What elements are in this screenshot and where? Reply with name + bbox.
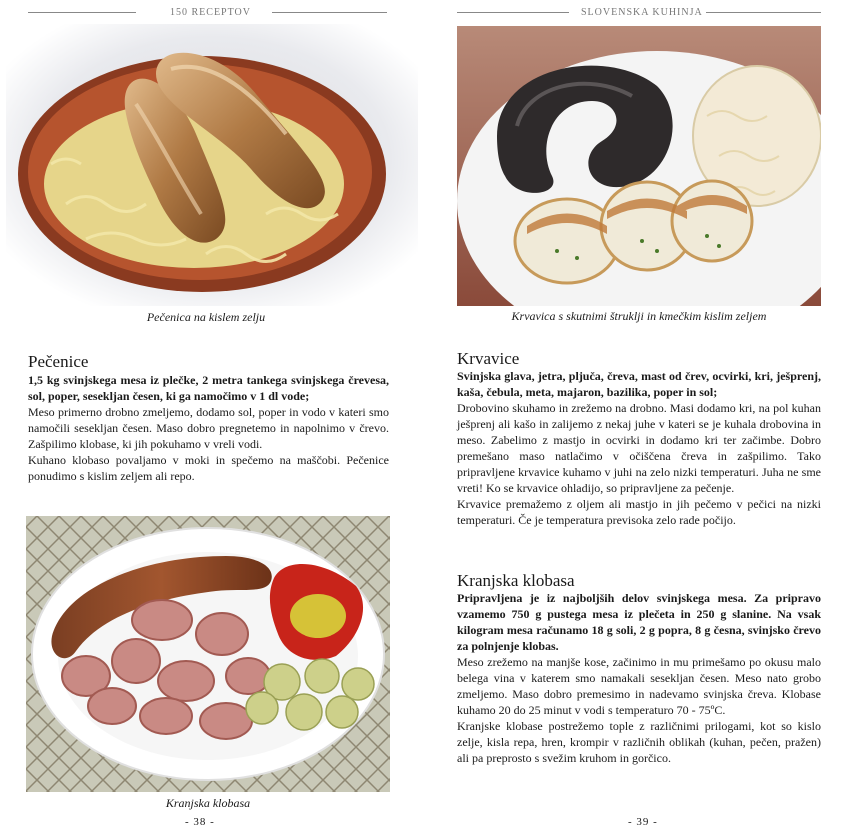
photo-krvavica [457, 26, 821, 306]
recipe-title-krvavice: Krvavice [457, 349, 520, 368]
caption-krvavica: Krvavica s skutnimi štruklji in kmečkim kislim zeljem [511, 309, 767, 323]
running-head: SLOVENSKA KUHINJA [581, 7, 703, 18]
photo-pecenica [6, 24, 418, 306]
recipe-method-krvavice [457, 400, 821, 528]
header-rule-right [706, 12, 821, 13]
header-rule-left [457, 12, 569, 13]
right-page [423, 0, 846, 830]
method-paragraph: Krvavice premažemo z oljem ali mastjo in jih pečemo v pečici na nizki temperaturi. Če je temperatura previsoka zelo rade počijo. [457, 497, 821, 527]
caption-pecenica: Pečenica na kislem zelju [146, 310, 266, 324]
method-paragraph: Drobovino skuhamo in zrežemo na drobno. Masi dodamo kri, na pol kuhan ješprenj ali kašo in zalijemo z nekaj juhe v kateri se je kuhala drobovina in meso. Zabelimo z mastjo in ocvirki in dodamo kri ter začimbe. Dobro premešano maso natlačimo v očiščena čreva in zašpilimo. Tako pripravljene krvavice kuhamo v juhi na zelo nizki temperaturi. Juha ne sme vreti! Ko se krvavice ohladijo, so pripravljene za pečenje. [457, 401, 821, 495]
recipe-method-pecenice [28, 404, 389, 484]
caption-kranjska: Kranjska klobasa [165, 796, 251, 810]
header-rule-right [272, 12, 387, 13]
photo-kranjska [26, 516, 390, 792]
recipe-method-kranjska [457, 654, 821, 766]
recipe-ingredients-kranjska: Pripravljena je iz najboljših delov svinjskega mesa. Za pripravo vzamemo 750 g pustega mesa iz plečeta in 250 g slanine. Na vsak kilogram mesa računamo 18 g soli, 2 g popra, 8 g česna, svinjsko črevo za polnjenje klobas. [457, 591, 821, 653]
method-paragraph: Meso zrežemo na manjše kose, začinimo in mu primešamo po okusu malo belega vina v katerem smo namakali sesekljan česen. Meso nato grobo zmeljemo. Maso dobro premesimo in nadevamo svinjska čreva. Klobase kuhamo 20 do 25 minut v vodi s temperaturo 70 - 75ºC. [457, 655, 821, 717]
running-head: 150 RECEPTOV [170, 7, 251, 18]
method-paragraph: Kuhano klobaso povaljamo v moki in spečemo na maščobi. Pečenice ponudimo s kislim zeljem ali repo. [28, 453, 389, 483]
recipe-ingredients-pecenice: 1,5 kg svinjskega mesa iz plečke, 2 metra tankega svinjskega črevesa, sol, poper, sesekljan česen, ki ga namočimo v 1 dl vode; [28, 373, 389, 403]
header-rule-left [28, 12, 136, 13]
recipe-ingredients-krvavice: Svinjska glava, jetra, pljuča, čreva, mast od črev, ocvirki, kri, ješprenj, kaša, čebula, meta, majaron, bazilika, poper in sol; [457, 369, 821, 399]
recipe-title-pecenice: Pečenice [28, 352, 89, 371]
page-number: - 39 - [628, 816, 658, 828]
method-paragraph: Meso primerno drobno zmeljemo, dodamo sol, poper in vodo v kateri smo namočili sesekljan česen. Maso dobro pregnetemo in napolnimo v črevo. Zašpilimo klobase, ki jih pokuhamo v vreli vodi. [28, 405, 389, 451]
page-number: - 38 - [185, 816, 215, 828]
method-paragraph: Kranjske klobase postrežemo tople z različnimi prilogami, kot so kislo zelje, kisla repa, hren, krompir v različnih oblikah (kuhan, pečen, pražen) ali pa preprosto s svežim kruhom in gorčico. [457, 719, 821, 765]
recipe-title-kranjska: Kranjska klobasa [457, 571, 575, 590]
